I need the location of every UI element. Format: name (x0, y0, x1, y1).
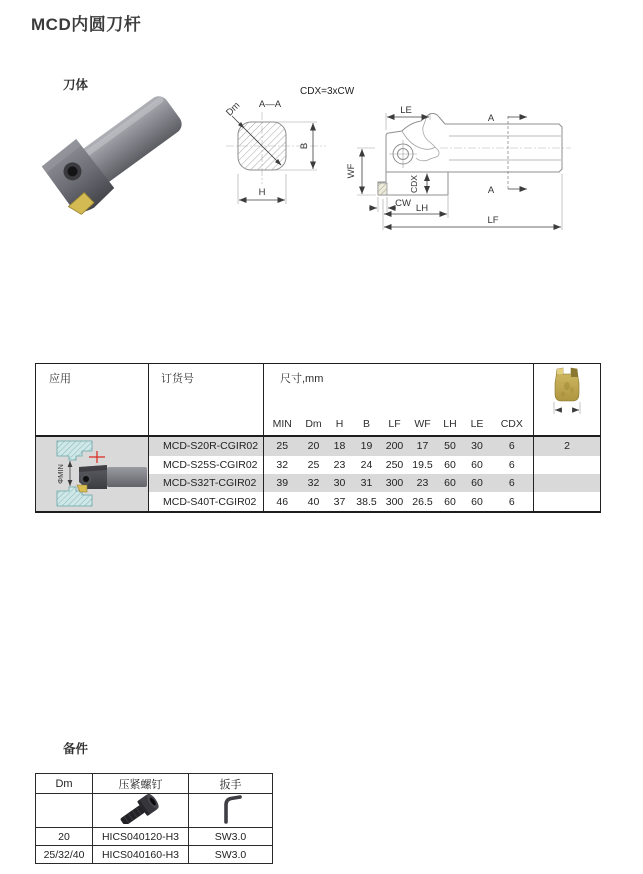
spec-table (35, 363, 601, 513)
spare-row (36, 828, 273, 846)
spare-figure-row (36, 794, 273, 828)
col-dm: Dm (305, 418, 322, 430)
dim-label-a-bottom: A (487, 185, 495, 196)
spare-row (36, 846, 273, 864)
order-no: MCD-S32T-CGIR02 (149, 474, 264, 492)
col-b: B (362, 418, 370, 430)
val-b: 19 (353, 436, 381, 456)
val-le: 60 (464, 474, 491, 492)
val-h: 18 (327, 436, 353, 456)
val-lf: 250 (385, 458, 404, 471)
val-h: 37 (333, 495, 346, 508)
val-dm: 32 (301, 474, 327, 492)
spare-header-row (36, 774, 273, 794)
page-title: MCD内圆刀杆 (31, 15, 142, 34)
spare-screw: HICS040160-H3 (93, 846, 189, 864)
spare-wrench: SW3.0 (189, 846, 273, 864)
val-lh: 50 (437, 436, 464, 456)
dim-label-le: LE (400, 105, 412, 116)
val-b: 24 (360, 458, 373, 471)
val-dm: 25 (307, 458, 320, 471)
val-wf: 19.5 (412, 458, 433, 471)
val-cdx: 6 (491, 436, 534, 456)
dim-label-b: B (299, 142, 310, 150)
val-inserts (534, 456, 601, 474)
section-label: A—A (258, 99, 282, 110)
col-lh: LH (443, 418, 457, 430)
val-cdx: 6 (491, 456, 534, 474)
col-le: LE (470, 418, 484, 430)
val-cdx: 6 (491, 492, 534, 512)
val-le: 60 (471, 495, 483, 508)
val-h: 30 (327, 474, 353, 492)
order-no: MCD-S25S-CGIR02 (149, 456, 264, 474)
dim-label-wf: WF (346, 163, 357, 179)
tool-photo (38, 88, 188, 228)
dim-label-lf: LF (487, 215, 499, 226)
insert-side-view (378, 183, 387, 195)
val-inserts (534, 492, 601, 512)
section-title-body: 刀体 (63, 78, 89, 92)
col-header-dm: Dm (36, 774, 93, 794)
col-lf: LF (388, 418, 401, 430)
dim-label-lh: LH (415, 203, 429, 214)
val-b: 38.5 (356, 495, 377, 508)
col-header-order-no: 订货号 (149, 364, 264, 437)
col-cdx: CDX (500, 418, 523, 430)
boring-bar (77, 465, 147, 492)
val-lh: 60 (437, 474, 464, 492)
val-dm: 40 (307, 495, 320, 508)
col-header-screw: 压紧螺钉 (93, 774, 189, 794)
order-no: MCD-S40T-CGIR02 (149, 492, 264, 512)
dim-label-a-top: A (487, 113, 495, 124)
val-wf: 26.5 (412, 495, 433, 508)
formula-note: CDX=3xCW (300, 86, 355, 97)
empty-cell (36, 794, 93, 828)
col-header-dimensions: 尺寸,mm (280, 373, 324, 385)
val-le: 30 (464, 436, 491, 456)
dim-label-cdx: CDX (409, 175, 419, 193)
workpiece-upper (57, 441, 92, 460)
table-row (36, 436, 601, 456)
val-min: 46 (276, 495, 289, 508)
spare-dm: 25/32/40 (36, 846, 93, 864)
col-header-application: 应用 (36, 364, 149, 437)
dim-label-dm: Dm (224, 100, 243, 119)
clamp-screw-figure (114, 794, 168, 824)
spare-dm: 20 (36, 828, 93, 846)
hex-key-figure-cell (189, 794, 273, 828)
side-view-diagram (345, 100, 640, 245)
val-inserts: 2 (534, 436, 601, 456)
hex-key-figure (219, 794, 243, 824)
val-cdx: 6 (491, 474, 534, 492)
val-h: 23 (333, 458, 346, 471)
val-b: 31 (353, 474, 381, 492)
val-le: 60 (471, 458, 483, 471)
spare-screw: HICS040120-H3 (93, 828, 189, 846)
dim-label-cw: CW (395, 198, 411, 209)
val-min: 32 (276, 458, 289, 471)
val-inserts (534, 474, 601, 492)
insert-figure (549, 366, 585, 418)
val-lf: 300 (385, 495, 404, 508)
val-lh: 60 (444, 458, 456, 471)
col-wf: WF (414, 418, 431, 430)
spare-parts-table (35, 773, 273, 864)
application-diagram (55, 439, 150, 508)
section-title-spares: 备件 (63, 742, 89, 756)
col-h: H (335, 418, 344, 430)
val-min: 25 (264, 436, 301, 456)
dim-label-h: H (258, 187, 266, 198)
centerline-mark (89, 451, 105, 463)
spec-table-header (36, 364, 601, 437)
cross-section-diagram (222, 92, 342, 225)
screw-figure-cell (93, 794, 189, 828)
col-header-wrench: 扳手 (189, 774, 273, 794)
val-wf: 17 (409, 436, 437, 456)
val-wf: 23 (409, 474, 437, 492)
dim-label-phi-min: ΦMIN (56, 464, 65, 484)
insert-figure-cell (534, 364, 601, 437)
val-lf: 200 (381, 436, 409, 456)
val-dm: 20 (301, 436, 327, 456)
val-lf: 300 (381, 474, 409, 492)
val-lh: 60 (444, 495, 456, 508)
spare-wrench: SW3.0 (189, 828, 273, 846)
val-min: 39 (264, 474, 301, 492)
col-min: MIN (272, 418, 292, 430)
application-diagram-cell (36, 436, 149, 512)
order-no: MCD-S20R-CGIR02 (149, 436, 264, 456)
